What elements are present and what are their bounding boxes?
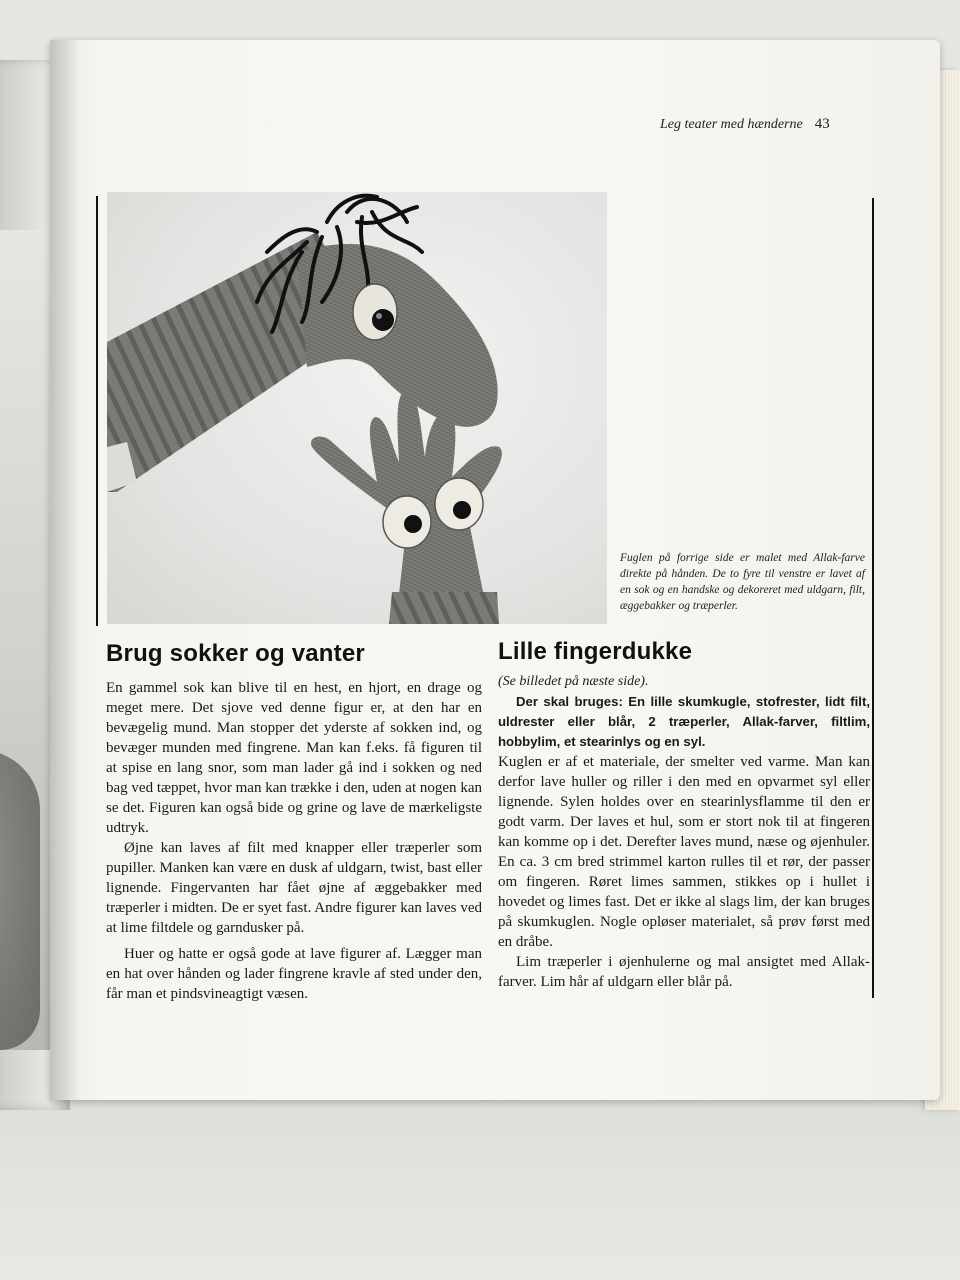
right-article-note: (Se billedet på næste side).: [498, 674, 649, 689]
right-article-body: [498, 672, 870, 992]
table-surface: [0, 1095, 960, 1280]
page-number: 43: [814, 116, 830, 132]
left-article-paragraph: Huer og hatte er også gode at lave figurer af. Lægger man en hat over hånden og lader fingrene kravle af sted under den, får man et pindsvineagtigt væsen.: [106, 946, 482, 1002]
materials-list: Der skal bruges: En lille skumkugle, stofrester, lidt filt, uldrester eller blår, 2 træperler, Allak-farver, filtlim, hobbylim, et stearinlys og en syl.: [498, 694, 870, 749]
page-gutter-shadow: [50, 40, 80, 1100]
right-article-paragraph: Kuglen er af et materiale, der smelter ved varme. Man kan derfor lave huller og riller i den med en opvarmet syl eller lignende. Sylen holdes over en stearinlysflamme til den er godt varm. Der laves et hul, som er stort nok til at fingeren kan komme op i det. Derefter laves mund, næse og øjenhuler. En ca. 3 cm bred strimmel karton rulles til et rør, der passer om fingeren. Røret limes sammen, stikkes op i hullet i hovedet og limes fast. Det er ikke al slags lim, der kan bruges på skumkuglen. Nogle opløser materialet, så prøv først med en dråbe.: [498, 754, 870, 950]
running-head: [660, 116, 830, 133]
left-article-body: [106, 678, 482, 1004]
sock-and-glove-puppets-icon: [107, 192, 607, 624]
running-head-title: Leg teater med hænderne: [660, 117, 803, 132]
left-article-heading: Brug sokker og vanter: [106, 640, 365, 667]
right-article-paragraph: Lim træperler i øjenhulerne og mal ansigtet med Allak-farver. Lim hår af uldgarn eller blår på.: [498, 954, 870, 990]
left-column-rule: [96, 196, 98, 626]
right-column-rule: [872, 198, 874, 998]
left-article-paragraph: Øjne kan laves af filt med knapper eller træperler som pupiller. Manken kan være en dusk af uldgarn, twist, bast eller lignende. Fingervanten har fået øjne af æggebakker med træperler i midten. De er syet fast. Andre figurer kan laves ved at lime filtdele og garndusker på.: [106, 840, 482, 936]
left-page-puppet: [0, 750, 40, 1050]
left-article-paragraph: En gammel sok kan blive til en hest, en hjort, en drage og meget mere. Det sjove ved denne figur er, at den har en bevægelig mund. Man stopper det yderste af sokken ind, og bevæger munden med fingrene. Man kan f.eks. få figuren til at spise en lang snor, som man lader gå ind i sokken og ned bag ved tæppet, hvor man kan trække i den, uden at nogen kan se det. Figuren kan også bide og grine og lave de mærkeligste udtryk.: [106, 680, 482, 836]
puppet-photo: [107, 192, 607, 624]
photo-caption: Fuglen på forrige side er malet med Allak-farve direkte på hånden. De to fyre til venstre er lavet af en sok og en handske og dekoreret med uldgarn, filt, æggebakker og træperler.: [620, 552, 865, 612]
right-article-heading: Lille fingerdukke: [498, 638, 693, 665]
